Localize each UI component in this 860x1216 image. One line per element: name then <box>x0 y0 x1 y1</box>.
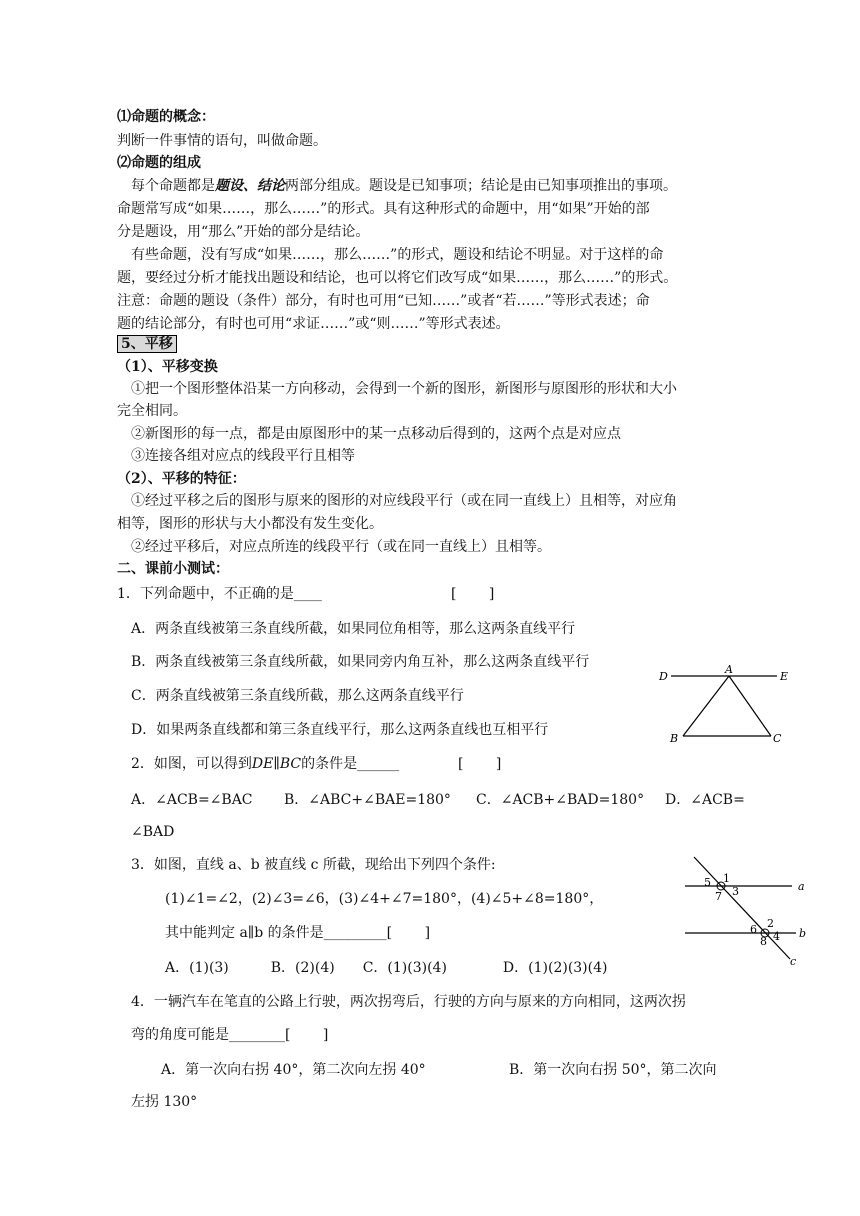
q4-option-b-cont: 左拐 130° <box>131 1094 198 1110</box>
q1-option-b: B．两条直线被第三条直线所截，如果同旁内角互补，那么这两条直线平行 <box>131 654 590 670</box>
list-item: ③连接各组对应点的线段平行且相等 <box>131 448 355 464</box>
section-heading-composition: ⑵命题的组成 <box>117 155 201 171</box>
label-B: B <box>670 732 679 745</box>
subheading-features: （2）、平移的特征： <box>117 471 246 487</box>
list-item: 相等，图形的形状与大小都没有发生变化。 <box>117 516 383 532</box>
label-8: 8 <box>760 935 767 948</box>
label-5: 5 <box>704 876 711 889</box>
q2-option-a: A．∠ACB=∠BAC <box>131 792 253 808</box>
list-item: ①把一个图形整体沿某一方向移动，会得到一个新的图形，新图形与原图形的形状和大小 <box>131 381 677 397</box>
transversal-figure <box>680 855 815 970</box>
q2-option-d: D．∠ACB= <box>665 792 745 808</box>
paragraph-line: 分是题设，用“那么”开始的部分是结论。 <box>117 224 370 240</box>
paragraph-line: 命题常写成“如果……，那么……”的形式。具有这种形式的命题中，用“如果”开始的部 <box>117 201 650 217</box>
q3-ask: 其中能判定 a∥b 的条件是_________[ ] <box>165 925 431 941</box>
label-a: a <box>798 880 805 893</box>
subheading-transform: （1）、平移变换 <box>117 359 218 375</box>
label-E: E <box>780 670 789 683</box>
q2-stem: 2．如图，可以得到DE∥BC的条件是______ <box>131 756 400 772</box>
paragraph-line: 每个命题都是题设、结论两部分组成。题设是已知事项；结论是由已知事项推出的事项。 <box>131 178 677 194</box>
section-heading-concept: ⑴命题的概念： <box>117 109 215 125</box>
quiz-heading: 二、课前小测试： <box>117 561 229 577</box>
definition-text: 判断一件事情的语句，叫做命题。 <box>117 133 327 149</box>
q1-option-d: D．如果两条直线都和第三条直线平行，那么这两条直线也互相平行 <box>131 722 549 738</box>
label-4: 4 <box>773 930 780 943</box>
label-6: 6 <box>750 923 757 936</box>
section-title-translation: 5、平移 <box>117 334 177 354</box>
label-D: D <box>659 670 668 683</box>
q3-stem: 3．如图，直线 a、b 被直线 c 所截，现给出下列四个条件: <box>131 857 496 873</box>
label-2: 2 <box>767 917 774 930</box>
label-b: b <box>799 927 807 940</box>
q2-answer-bracket: [ ] <box>458 756 502 772</box>
label-C: C <box>773 732 782 745</box>
triangle-figure <box>655 662 795 752</box>
q2-option-d-cont: ∠BAD <box>131 824 175 840</box>
list-item: ②经过平移后，对应点所连的线段平行（或在同一直线上）且相等。 <box>131 539 551 555</box>
list-item: ①经过平移之后的图形与原来的图形的对应线段平行（或在同一直线上）且相等，对应角 <box>131 493 677 509</box>
label-3: 3 <box>732 885 739 898</box>
q1-option-a: A．两条直线被第三条直线所截，如果同位角相等，那么这两条直线平行 <box>131 621 576 637</box>
label-7: 7 <box>715 890 722 903</box>
label-1: 1 <box>723 872 730 885</box>
paragraph-line: 题的结论部分，有时也可用“求证……”或“则……”等形式表述。 <box>117 316 510 332</box>
paragraph-line: 题，要经过分析才能找出题设和结论，也可以将它们改写成“如果……，那么……”的形式。 <box>117 270 678 286</box>
q1-option-c: C．两条直线被第三条直线所截，那么这两条直线平行 <box>131 688 464 704</box>
q1-stem: 1．下列命题中，不正确的是____ <box>117 586 322 602</box>
label-A: A <box>725 663 733 676</box>
q2-option-b: B．∠ABC+∠BAE=180° <box>284 792 451 808</box>
q3-conditions: (1)∠1=∠2，(2)∠3=∠6，(3)∠4+∠7=180°，(4)∠5+∠8=180°， <box>165 891 604 907</box>
label-c: c <box>790 955 797 968</box>
q4-stem-cont: 弯的角度可能是________[ ] <box>131 1027 329 1043</box>
q4-stem: 4．一辆汽车在笔直的公路上行驶，两次拐弯后，行驶的方向与原来的方向相同，这两次拐 <box>131 994 686 1010</box>
paragraph-line: 注意：命题的题设（条件）部分，有时也可用“已知……”或者“若……”等形式表述；命 <box>117 293 650 309</box>
paragraph-line: 有些命题，没有写成“如果……，那么……”的形式，题设和结论不明显。对于这样的命 <box>131 247 664 263</box>
q2-option-c: C．∠ACB+∠BAD=180° <box>476 792 645 808</box>
q4-option-a: A．第一次向右拐 40°，第二次向左拐 40° <box>161 1062 426 1078</box>
list-item: 完全相同。 <box>117 403 187 419</box>
q3-options: A．(1)(3) B．(2)(4) C．(1)(3)(4) D．(1)(2)(3)(4) <box>165 960 608 976</box>
q1-answer-bracket: [ ] <box>451 586 495 602</box>
list-item: ②新图形的每一点，都是由原图形中的某一点移动后得到的，这两个点是对应点 <box>131 426 621 442</box>
q4-option-b: B．第一次向右拐 50°，第二次向 <box>509 1062 717 1078</box>
